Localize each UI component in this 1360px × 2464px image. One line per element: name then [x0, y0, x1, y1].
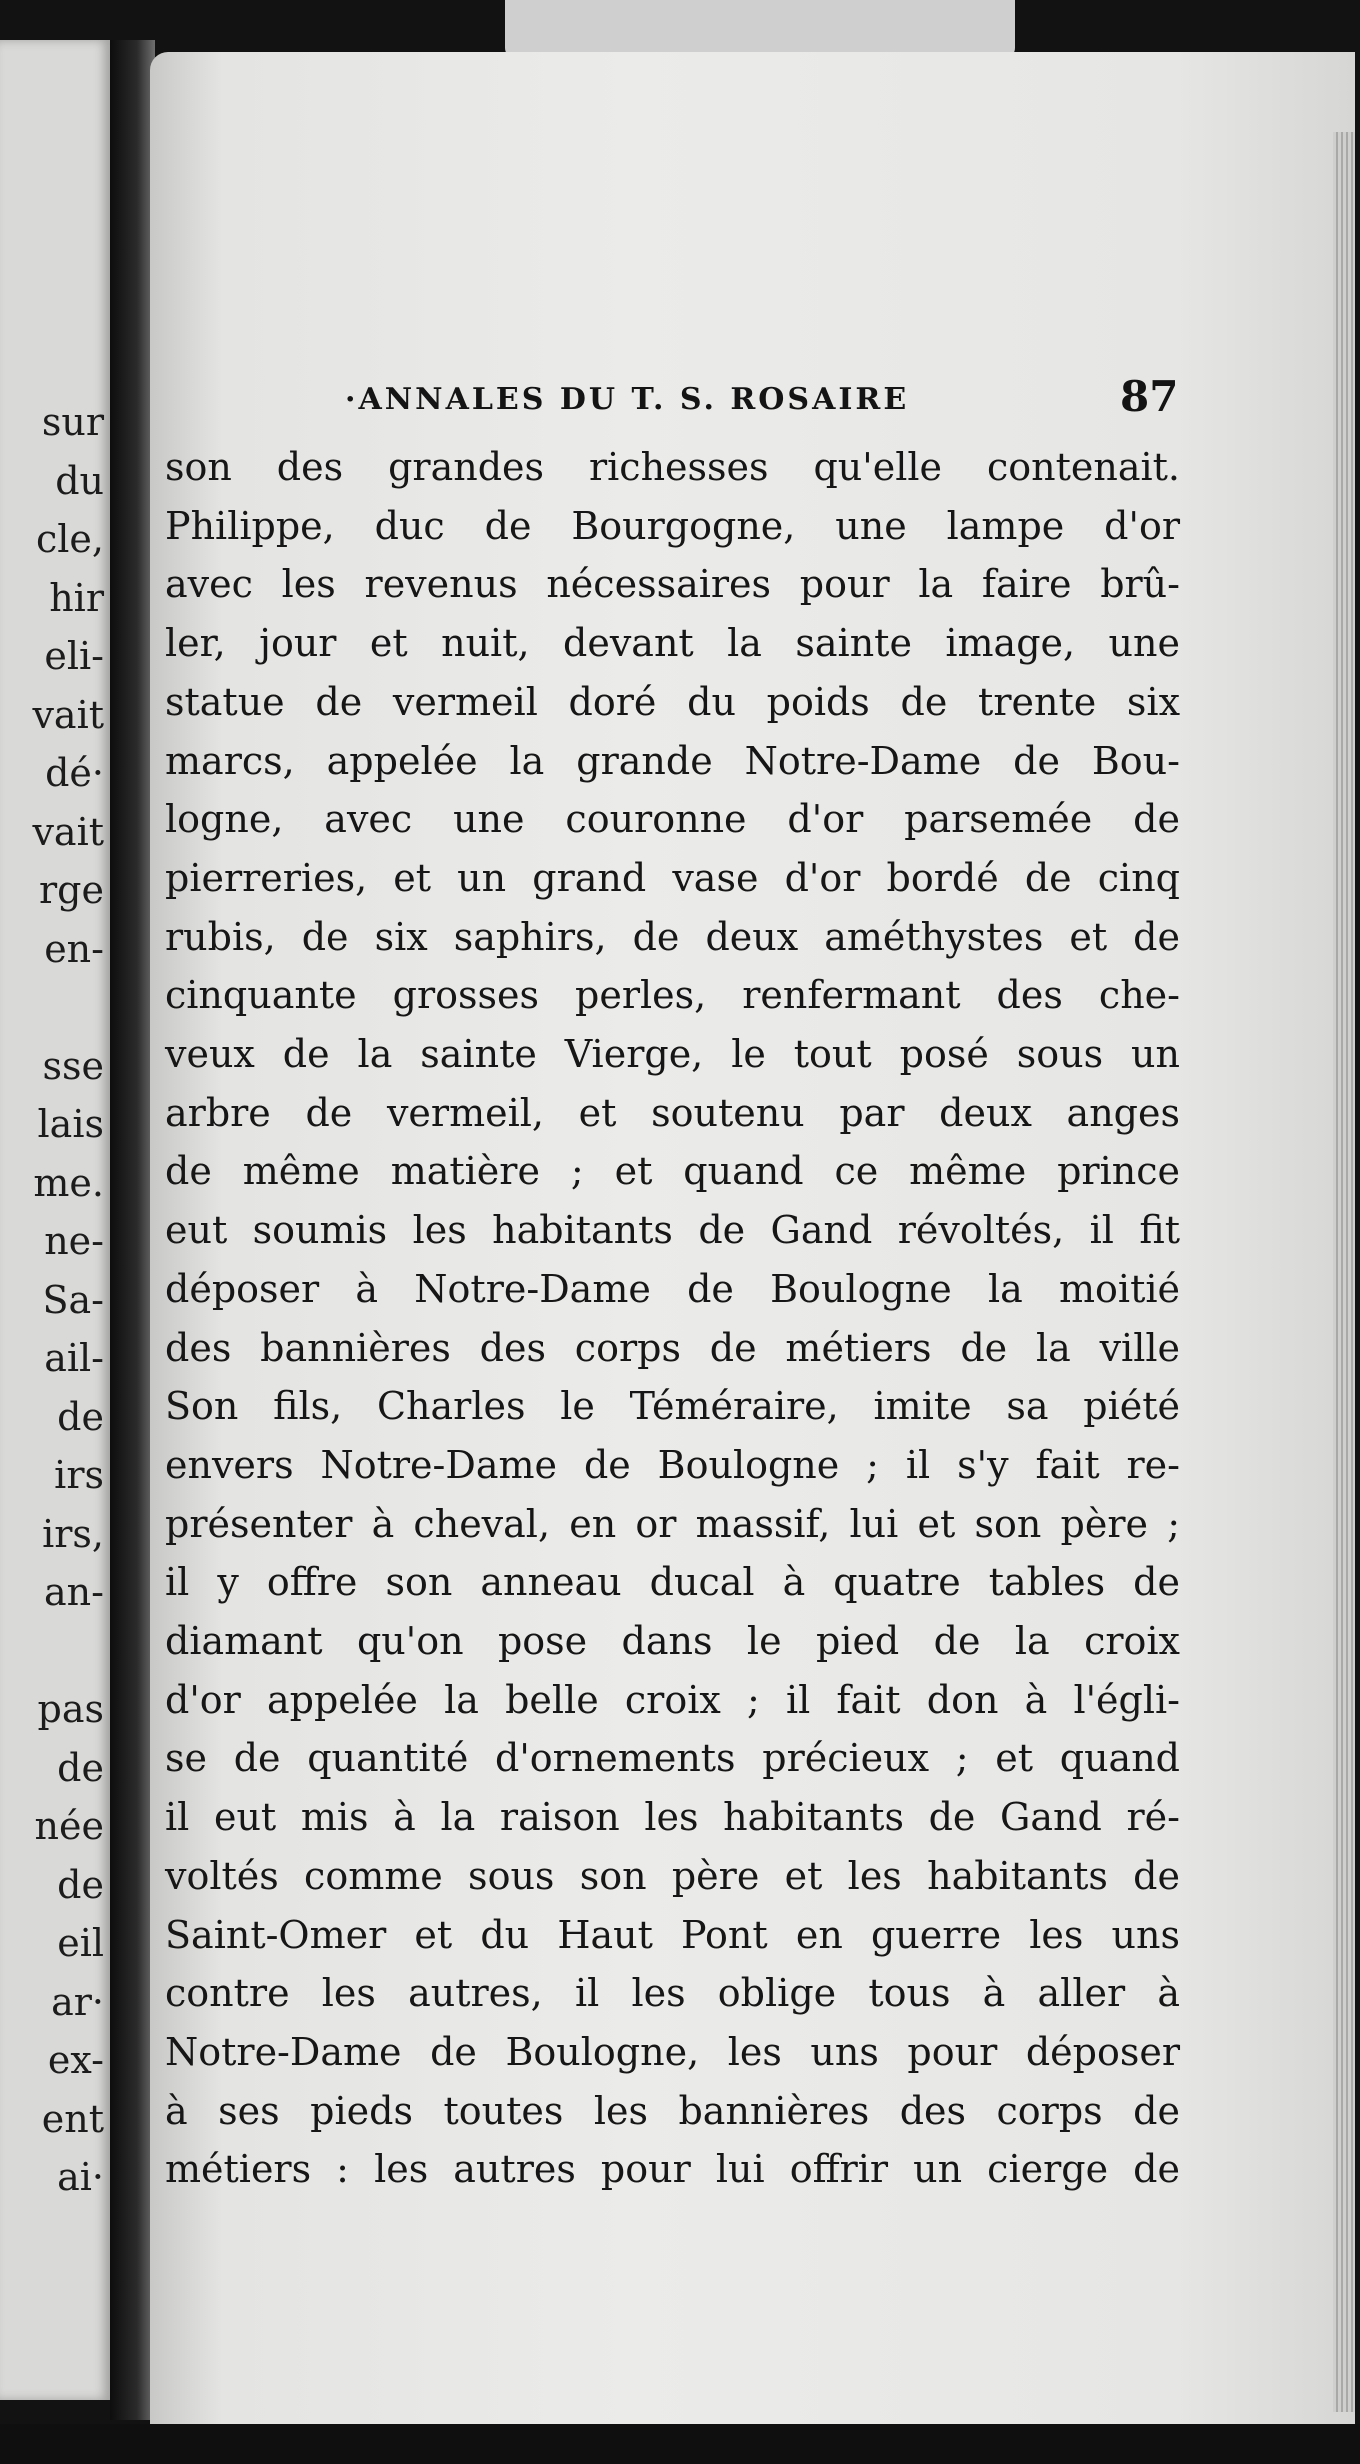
text-line: marcs, appelée la grande Notre-Dame de Bou-: [165, 738, 1180, 783]
text-line: métiers : les autres pour lui offrir un cierge de: [165, 2147, 1180, 2192]
text-line: son des grandes richesses qu'elle contenait.: [165, 445, 1180, 489]
text-line: avec les revenus nécessaires pour la faire brû-: [165, 562, 1180, 607]
text-line: veux de la sainte Vierge, le tout posé sous un: [165, 1032, 1180, 1076]
left-page-line: ail-: [44, 1336, 104, 1380]
text-line: eut soumis les habitants de Gand révoltés, il fit: [165, 1208, 1180, 1253]
text-line: logne, avec une couronne d'or parsemée de: [165, 797, 1180, 842]
left-page-line: vait: [32, 692, 104, 737]
text-line: de même matière ; et quand ce même prince: [165, 1149, 1180, 1194]
text-line: voltés comme sous son père et les habitants de: [165, 1853, 1180, 1898]
left-page-line: irs,: [42, 1511, 104, 1556]
left-page-line: ar·: [51, 1979, 104, 2024]
text-line: Philippe, duc de Bourgogne, une lampe d'or: [165, 503, 1180, 548]
left-page-line: an-: [44, 1570, 104, 1614]
text-line: rubis, de six saphirs, de deux améthystes et de: [165, 914, 1180, 959]
text-line: envers Notre-Dame de Boulogne ; il s'y fait re-: [165, 1442, 1180, 1487]
left-page-line: me.: [33, 1160, 104, 1205]
left-page-line: eli-: [44, 634, 104, 678]
text-line: à ses pieds toutes les bannières des corps de: [165, 2088, 1180, 2133]
left-page-line: irs: [54, 1453, 104, 1497]
text-line: arbre de vermeil, et soutenu par deux anges: [165, 1090, 1180, 1135]
left-page-line: sse: [42, 1043, 104, 1088]
left-page-line: cle,: [35, 517, 104, 561]
left-page-line: pas: [37, 1687, 104, 1731]
text-line: déposer à Notre-Dame de Boulogne la moitié: [165, 1266, 1180, 1311]
scanner-tab: [505, 0, 1015, 58]
text-line: Saint-Omer et du Haut Pont en guerre les uns: [165, 1912, 1180, 1957]
text-line: il y offre son anneau ducal à quatre tables de: [165, 1560, 1180, 1605]
left-page-line: en-: [44, 926, 104, 971]
running-head: ·ANNALES DU T. S. ROSAIRE: [345, 382, 910, 417]
left-page-line: Sa-: [42, 1277, 104, 1322]
left-page-line: du: [55, 458, 104, 503]
text-line: ler, jour et nuit, devant la sainte image, une: [165, 621, 1180, 666]
left-page-line: lais: [37, 1102, 104, 1146]
left-page-line: dé·: [45, 751, 104, 795]
book-gutter: [110, 40, 155, 2420]
left-page-line: ent: [41, 2096, 104, 2141]
left-page-line: ex-: [47, 2038, 104, 2082]
left-page-line: née: [34, 1804, 104, 1848]
left-page-line: vait: [32, 809, 104, 854]
text-line: cinquante grosses perles, renfermant des che-: [165, 973, 1180, 1018]
page-number: 87: [1120, 372, 1179, 421]
text-line: statue de vermeil doré du poids de trente six: [165, 679, 1180, 724]
text-line: présenter à cheval, en or massif, lui et son père ;: [165, 1501, 1180, 1546]
left-page-line: ai·: [57, 2155, 104, 2199]
text-line: d'or appelée la belle croix ; il fait don à l'égli-: [165, 1677, 1180, 1722]
left-page-line: de: [57, 1745, 104, 1790]
text-line: se de quantité d'ornements précieux ; et quand: [165, 1736, 1180, 1781]
scan-bottom-border: [0, 2424, 1360, 2464]
left-page-line: de: [57, 1862, 104, 1907]
left-page-line: eil: [57, 1921, 104, 1965]
left-page-line: sur: [41, 400, 104, 444]
text-line: des bannières des corps de métiers de la ville: [165, 1325, 1180, 1370]
left-page: [0, 40, 110, 2400]
text-line: Notre-Dame de Boulogne, les uns pour déposer: [165, 2029, 1180, 2074]
text-line: diamant qu'on pose dans le pied de la croix: [165, 1619, 1180, 1663]
text-line: Son fils, Charles le Téméraire, imite sa piété: [165, 1384, 1180, 1429]
text-line: contre les autres, il les oblige tous à aller à: [165, 1971, 1180, 2016]
left-page-line: de: [57, 1394, 104, 1439]
left-page-line: rge: [39, 868, 104, 912]
left-page-line: hir: [49, 575, 104, 620]
left-page-line: ne-: [44, 1219, 104, 1263]
right-page: [150, 52, 1355, 2427]
text-line: il eut mis à la raison les habitants de Gand ré-: [165, 1795, 1180, 1840]
text-line: pierreries, et un grand vase d'or bordé de cinq: [165, 855, 1180, 900]
page-edge: [1333, 132, 1355, 2412]
